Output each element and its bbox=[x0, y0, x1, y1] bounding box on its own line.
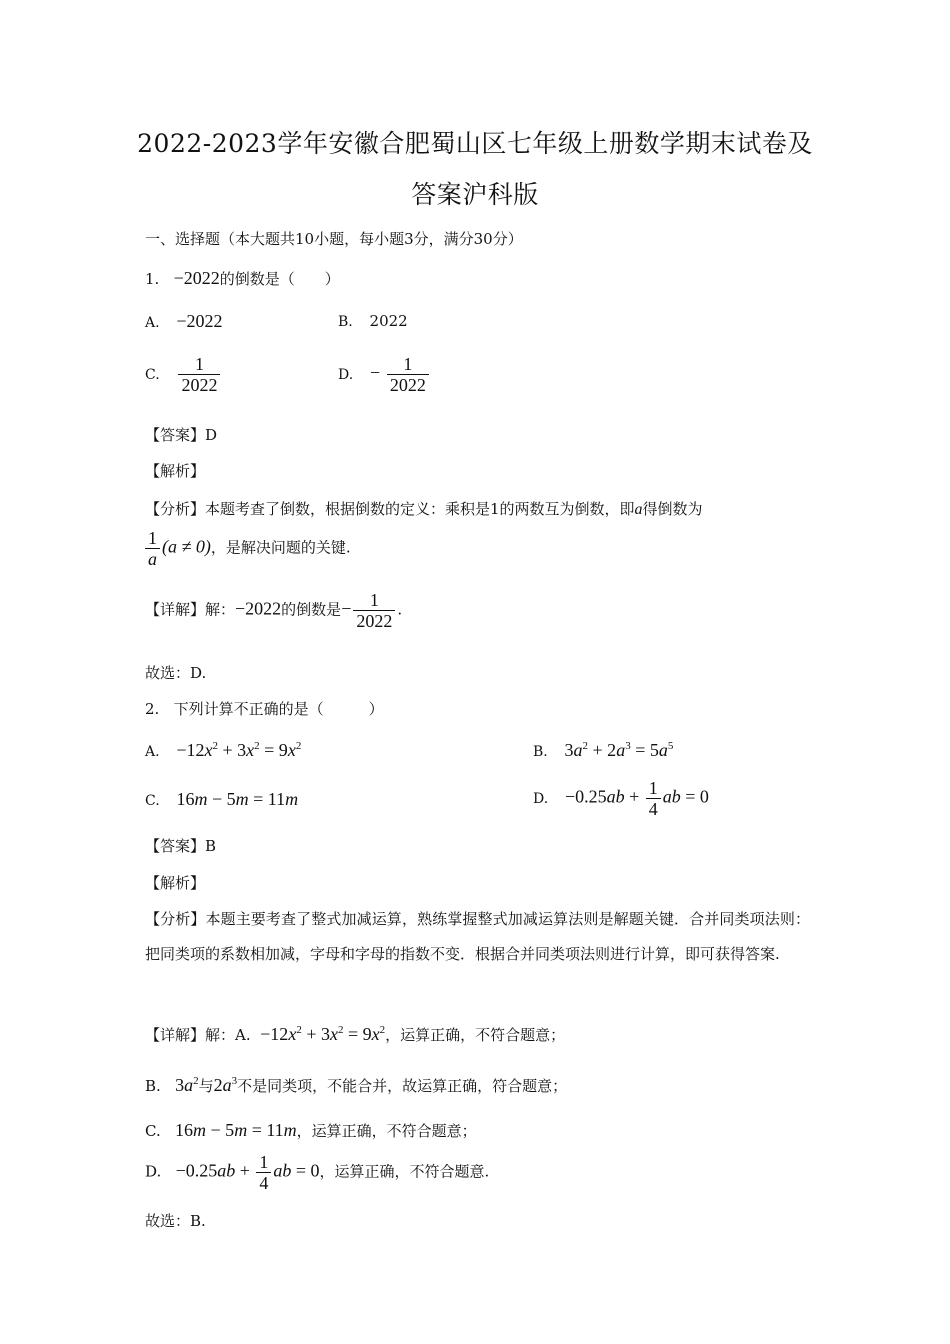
option-label: A. bbox=[145, 744, 160, 760]
q2-detail-b bbox=[145, 1075, 567, 1096]
fraction-numerator: 1 bbox=[145, 528, 160, 549]
option-label: D. bbox=[533, 790, 549, 807]
q1-answer: 【答案】D bbox=[145, 426, 218, 444]
detail-formula: $3a^2$ bbox=[175, 1075, 199, 1095]
q1-stem bbox=[145, 268, 340, 289]
q1-analysis bbox=[145, 498, 703, 519]
detail-tail: ，运算正确，不符合题意； bbox=[385, 1026, 566, 1044]
fraction: $\frac{1}{4}$ bbox=[256, 1152, 271, 1193]
q2-detail-c bbox=[145, 1120, 477, 1141]
option-label: B. bbox=[533, 744, 548, 760]
q1-detail bbox=[145, 590, 402, 631]
analysis-text-2: 得倒数为 bbox=[642, 500, 703, 518]
q1-option-d bbox=[338, 354, 431, 395]
fraction bbox=[353, 590, 395, 631]
q2-number: 2. bbox=[145, 700, 160, 718]
q1-number: 1. bbox=[145, 270, 160, 288]
q2-detail-a bbox=[145, 1024, 565, 1045]
q2-detail-d: D. −0.25ab + $\frac{1}{4}$ ab = 0，运算正确，不符合题意. bbox=[145, 1152, 490, 1193]
q1-option-a bbox=[145, 311, 223, 332]
detail-tail: 不是同类项，不能合并，故运算正确，符合题意； bbox=[237, 1077, 568, 1095]
q1-option-c bbox=[145, 354, 222, 395]
detail-prefix: D. bbox=[145, 1162, 162, 1181]
condition: (a ≠ 0) bbox=[162, 536, 211, 557]
analysis-text-3: ，是解决问题的关键. bbox=[210, 538, 351, 557]
detail-formula: 16m − 5m = 11m bbox=[175, 1120, 297, 1140]
minus-sign: − bbox=[341, 598, 352, 619]
q2-option-d: D. −0.25ab + $\frac{1}{4}$ ab = 0 bbox=[533, 778, 709, 819]
option-formula: 16m − 5m = 11m bbox=[176, 789, 299, 809]
fraction-denominator: a bbox=[148, 549, 157, 569]
analysis-variable: a bbox=[634, 501, 643, 518]
q2-analysis: 【分析】本题主要考查了整式加减运算，熟练掌握整式加减运算法则是解题关键．合并同类项法则：把同类项的系数相加减，字母和字母的指数不变．根据合并同类项法则进行计算，即可获得答案. bbox=[145, 910, 810, 963]
detail-text-2: 的倒数是 bbox=[281, 600, 342, 619]
analysis-text-1: 【分析】本题考查了倒数，根据倒数的定义：乘积是1的两数互为倒数，即 bbox=[145, 500, 635, 518]
fraction: $\frac{1}{4}$ bbox=[646, 778, 661, 819]
fraction-denominator: 2022 bbox=[356, 611, 393, 631]
q2-answer: 【答案】B bbox=[145, 837, 217, 855]
detail-formula: $-12x^2 + 3x^2 = 9x^2$ bbox=[260, 1024, 386, 1044]
option-label: C. bbox=[145, 793, 160, 809]
q1-expression: −2022 bbox=[173, 268, 220, 288]
option-formula: $-12x^2 + 3x^2 = 9x^2$ bbox=[176, 740, 302, 760]
detail-prefix: 【详解】解：A. bbox=[145, 1026, 251, 1044]
q2-jiexi: 【解析】 bbox=[145, 874, 206, 892]
q1-option-b bbox=[338, 312, 408, 330]
q1-text: 的倒数是（ ） bbox=[219, 270, 340, 288]
fraction-numerator: 1 bbox=[353, 590, 395, 611]
detail-tail: ，运算正确，不符合题意. bbox=[319, 1162, 490, 1181]
q2-option-c bbox=[145, 789, 298, 810]
q2-stem bbox=[145, 698, 384, 719]
option-label: A. bbox=[145, 315, 160, 331]
option-value: 2022 bbox=[369, 312, 408, 330]
q2-choice: 故选：B. bbox=[145, 1212, 206, 1230]
option-label: D. bbox=[338, 366, 354, 383]
q1-choice: 故选：D. bbox=[145, 664, 207, 682]
detail-formula: −0.25ab + bbox=[175, 1160, 255, 1181]
option-label: B. bbox=[338, 314, 353, 330]
option-formula: $3a^2 + 2a^3 = 5a^5$ bbox=[564, 740, 674, 760]
detail-expression: −2022 bbox=[235, 598, 282, 619]
detail-tail: ，运算正确，不符合题意； bbox=[296, 1122, 477, 1140]
fraction bbox=[178, 354, 220, 395]
document-title-line-1: 2022-2023学年安徽合肥蜀山区七年级上册数学期末试卷及 bbox=[137, 129, 813, 158]
minus-sign: − bbox=[369, 362, 381, 383]
detail-formula: $2a^3$ bbox=[213, 1075, 238, 1095]
detail-mid: 与 bbox=[198, 1077, 214, 1095]
detail-text-1: 【详解】解： bbox=[145, 600, 236, 619]
option-label: C. bbox=[145, 366, 160, 383]
q2-option-a bbox=[145, 740, 301, 761]
fraction-numerator: 1 bbox=[178, 354, 220, 375]
fraction bbox=[145, 528, 160, 569]
q1-analysis-continued bbox=[145, 528, 351, 569]
detail-text-3: . bbox=[397, 600, 403, 619]
detail-prefix: B. bbox=[145, 1077, 161, 1095]
section-heading: 一、选择题（本大题共10小题，每小题3分，满分30分） bbox=[145, 230, 523, 248]
option-formula: −0.25ab + bbox=[564, 786, 644, 807]
document-title-line-2: 答案沪科版 bbox=[411, 180, 539, 209]
q1-jiexi: 【解析】 bbox=[145, 462, 206, 480]
fraction-denominator: 2022 bbox=[181, 375, 218, 395]
fraction bbox=[387, 354, 429, 395]
fraction-numerator: 1 bbox=[387, 354, 429, 375]
q2-option-b bbox=[533, 740, 673, 761]
q2-text: 下列计算不正确的是（ ） bbox=[173, 700, 384, 718]
fraction-denominator: 2022 bbox=[389, 375, 426, 395]
option-value: −2022 bbox=[176, 311, 223, 331]
detail-prefix: C. bbox=[145, 1122, 161, 1140]
